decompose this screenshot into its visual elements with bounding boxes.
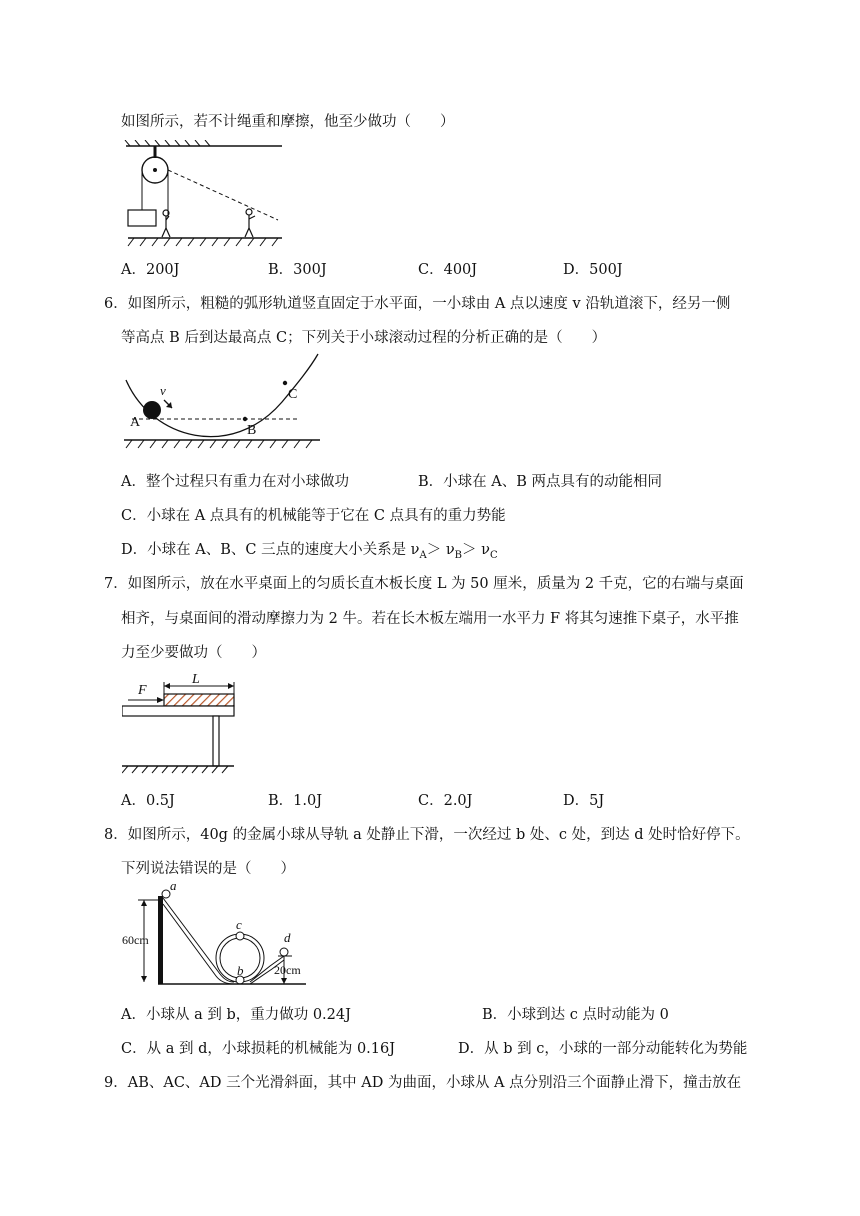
q7-option-a: A．0.5J (121, 793, 175, 809)
q8-option-a: A．小球从 a 到 b，重力做功 0.24J (121, 1007, 351, 1023)
q9-stem-line-1: 9．AB、AC、AD 三个光滑斜面，其中 AD 为曲面，小球从 A 点分别沿三个面静止滑下，撞击放在 (104, 1075, 742, 1091)
q5-option-a: A．200J (121, 262, 180, 278)
q8-stem-line-2: 下列说法错误的是（ ） (121, 861, 295, 877)
q8-option-d: D．从 b 到 c，小球的一部分动能转化为势能 (458, 1041, 748, 1057)
q8-label-60cm: 60cm (122, 933, 149, 947)
q8-label-20cm: 20cm (274, 963, 301, 977)
q6-option-b: B．小球在 A、B 两点具有的动能相同 (418, 474, 662, 490)
q6-stem-line-1: 6．如图所示，粗糙的弧形轨道竖直固定于水平面，一小球由 A 点以速度 v 沿轨道滚下，经另一侧 (104, 296, 731, 312)
q8-label-d: d (284, 930, 291, 945)
q7-stem-line-1: 7．如图所示，放在水平桌面上的匀质长直木板长度 L 为 50 厘米，质量为 2 千克，它的右端与桌面 (104, 576, 744, 592)
q5-option-d: D．500J (563, 262, 623, 278)
q8-label-b: b (237, 963, 244, 978)
q7-label-l: L (192, 672, 200, 687)
q8-label-c: c (236, 917, 242, 932)
q6-label-b: B (247, 423, 257, 438)
q8-option-b: B．小球到达 c 点时动能为 0 (482, 1007, 669, 1023)
q6-label-a: A (130, 415, 141, 430)
q8-loop-track-figure (122, 880, 308, 990)
q7-option-b: B．1.0J (268, 793, 323, 809)
q7-table-board-figure (122, 672, 240, 774)
q6-label-v: v (160, 383, 166, 398)
q7-stem-line-3: 力至少要做功（ ） (121, 645, 266, 661)
q5-stem-tail: 如图所示，若不计绳重和摩擦，他至少做功（ ） (121, 114, 455, 130)
q7-stem-line-2: 相齐，与桌面间的滑动摩擦力为 2 牛。若在长木板左端用一水平力 F 将其匀速推下桌子，水平推 (121, 611, 739, 627)
q7-label-f: F (138, 683, 147, 698)
q8-stem-line-1: 8．如图所示，40g 的金属小球从导轨 a 处静止下滑，一次经过 b 处、c 处，到达 d 处时恰好停下。 (104, 827, 750, 843)
q8-label-a: a (170, 880, 177, 893)
q6-label-c: C (288, 387, 298, 402)
q7-option-d: D．5J (563, 793, 605, 809)
q6-option-c: C．小球在 A 点具有的机械能等于它在 C 点具有的重力势能 (121, 508, 506, 524)
q8-option-c: C．从 a 到 d，小球损耗的机械能为 0.16J (121, 1041, 396, 1057)
q5-option-c: C．400J (418, 262, 478, 278)
q7-option-c: C．2.0J (418, 793, 473, 809)
q6-stem-line-2: 等高点 B 后到达最高点 C；下列关于小球滚动过程的分析正确的是（ ） (121, 330, 607, 346)
q6-track-figure (122, 350, 322, 452)
q6-option-d: D．小球在 A、B、C 三点的速度大小关系是 $\nu_A> \nu_B> \nu_C$ (121, 542, 498, 561)
q5-pulley-figure (122, 140, 282, 248)
q5-option-b: B．300J (268, 262, 327, 278)
q6-option-a: A．整个过程只有重力在对小球做功 (121, 474, 349, 490)
